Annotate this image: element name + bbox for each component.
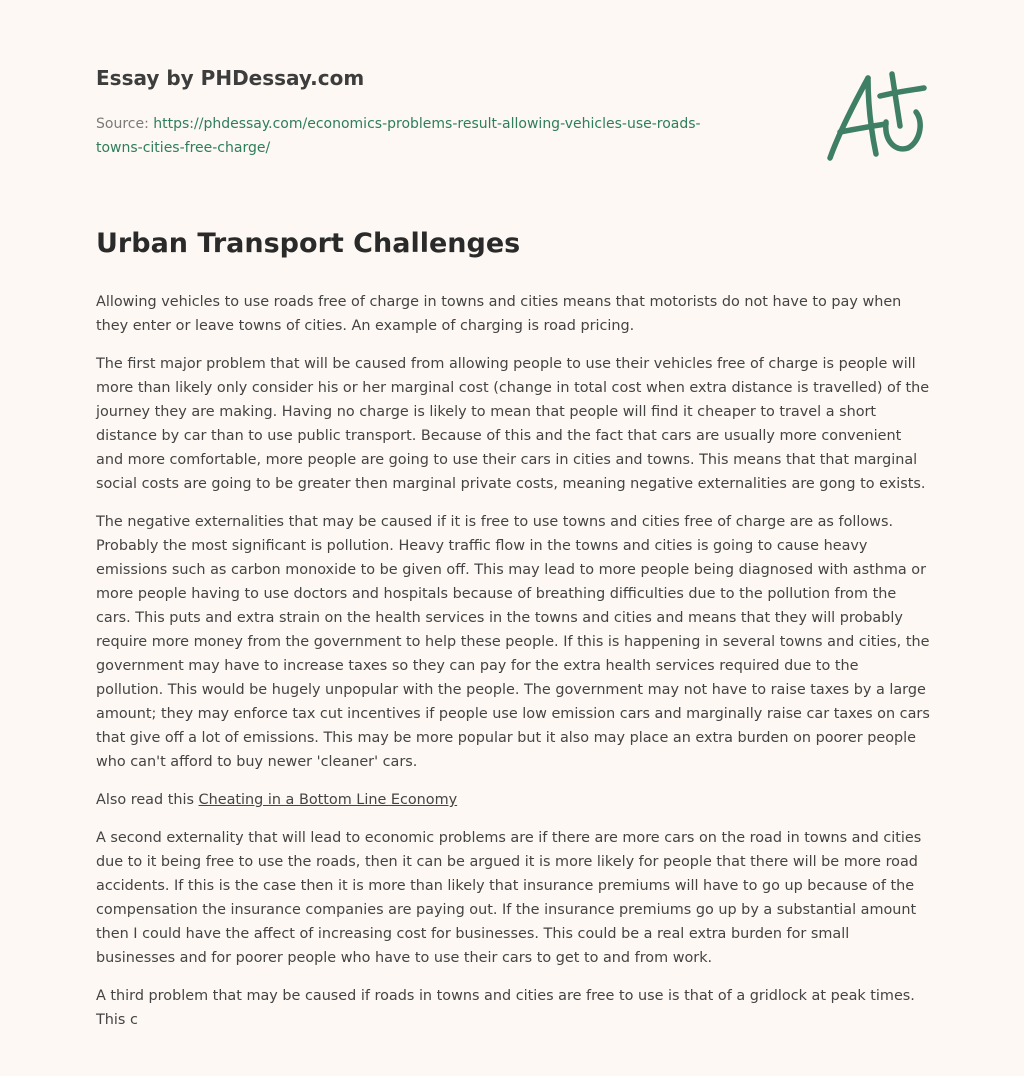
essay-title: Urban Transport Challenges	[96, 228, 521, 259]
a-plus-grade-icon	[816, 66, 934, 166]
essay-paragraph: Allowing vehicles to use roads free of charge in towns and cities means that motorists do not have to pay when they enter or leave towns of cities. An example of charging is road pricing.	[96, 294, 902, 334]
page-header	[96, 65, 796, 160]
essay-paragraph: A third problem that may be caused if roads in towns and cities are free to use is that of a gridlock at peak times. This c	[96, 988, 915, 1028]
source-link[interactable]	[96, 116, 701, 156]
also-read	[96, 788, 930, 812]
essay-paragraph: The negative externalities that may be caused if it is free to use towns and cities free of charge are as follows. Probably the most significant is pollution. Heavy traffic flow in the towns and cities is going to cause heavy emissions such as carbon monoxide to be given off. This may lead to more people being diagnosed with asthma or more people having to use doctors and hospitals because of breathing difficulties due to the pollution from the cars. This puts and extra strain on the health services in the towns and cities and means that they will probably require more money from the government to help these people. If this is happening in several towns and cities, the government may have to increase taxes so they can pay for the extra health services required due to the pollution. This would be hugely unpopular with the people. The government may not have to raise taxes by a large amount; they may enforce tax cut incentives if people use low emission cars and marginally raise car taxes on cars that give off a lot of emissions. This may be more popular but it also may place an extra burden on poorer people who can't afford to buy newer 'cleaner' cars.	[96, 514, 930, 770]
source-link-part-1: https://phdessay.com/economics-problems-result-allowing-vehicles-use-roads-	[153, 116, 701, 132]
essay-paragraph: A second externality that will lead to economic problems are if there are more cars on the road in towns and cities due to it being free to use the roads, then it can be argued it is more likely for people that there will be more road accidents. If this is the case then it is more than likely that insurance premiums will have to go up because of the compensation the insurance companies are paying out. If the insurance premiums go up by a substantial amount then I could have the affect of increasing cost for businesses. This could be a real extra burden for small businesses and for poorer people who have to use their cars to get to and from work.	[96, 830, 922, 966]
site-title: Essay by PHDessay.com	[96, 66, 365, 90]
essay-paragraph: The first major problem that will be caused from allowing people to use their vehicles free of charge is people will more than likely only consider his or her marginal cost (change in total cost when extra distance is travelled) of the journey they are making. Having no charge is likely to mean that people will find it cheaper to travel a short distance by car than to use public transport. Because of this and the fact that cars are usually more convenient and more comfortable, more people are going to use their cars in cities and towns. This means that that marginal social costs are going to be greater then marginal private costs, meaning negative externalities are gong to exists.	[96, 356, 930, 492]
source-label: Source:	[96, 116, 149, 132]
essay-article	[96, 224, 930, 1046]
also-read-prefix: Also read this	[96, 792, 194, 808]
source-link-part-2: towns-cities-free-charge/	[96, 140, 271, 156]
also-read-link[interactable]: Cheating in a Bottom Line Economy	[198, 792, 458, 808]
source-line	[96, 112, 776, 160]
